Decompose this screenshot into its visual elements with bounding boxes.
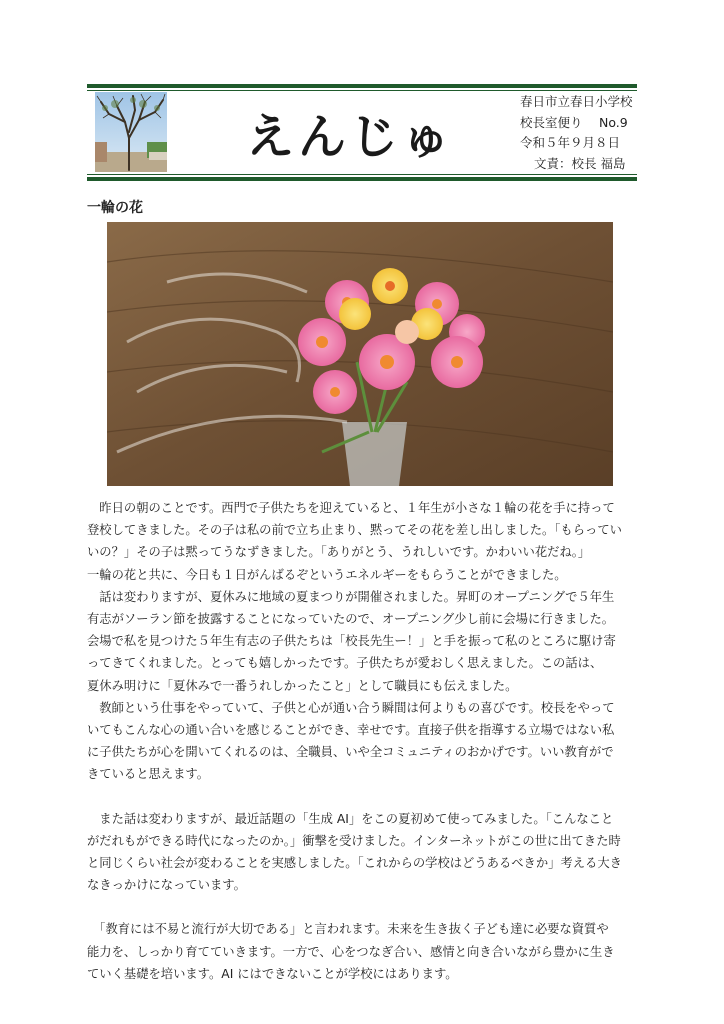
text-line: 会場で私を見つけた５年生有志の子供たちは「校長先生ー！」と手を振って私のところに駆け寄	[87, 634, 616, 649]
article-body	[87, 497, 647, 985]
text-line: ってきてくれました。とっても嬉しかったです。子供たちが愛おしく思えました。この話は、	[87, 656, 603, 671]
text-line: に子供たちが心を開いてくれるのは、全職員、いや全コミュニティのおかげです。いい教育がで	[87, 745, 614, 760]
header-rule-top-thin	[87, 90, 637, 91]
header-rule-bottom-thin	[87, 174, 637, 175]
header-rule-bottom	[87, 177, 637, 181]
text-line: 有志がソーラン節を披露することになっていたので、オープニング少し前に会場に行きました。	[87, 612, 615, 627]
text-line: 一輪の花と共に、今日も１日がんばるぞというエネルギーをもらうことができました。	[87, 567, 567, 582]
text-line: いの？」その子は黙ってうなずきました。「ありがとう、うれしいです。かわいい花だね。」	[87, 545, 591, 560]
text-line: なきっかけになっています。	[87, 878, 246, 893]
paragraph-gap	[87, 786, 647, 808]
issue-date: 令和５年９月８日	[520, 135, 621, 150]
author-credit: 文責：校長 福島	[534, 155, 626, 171]
newsletter-meta	[520, 92, 645, 174]
school-name: 春日市立春日小学校	[520, 94, 633, 109]
newsletter-masthead: えんじゅ	[245, 109, 454, 165]
header-rule-top	[87, 84, 637, 88]
text-line: 昨日の朝のことです。西門で子供たちを迎えていると、１年生が小さな１輪の花を手に持って	[87, 501, 615, 515]
paragraph-gap	[87, 896, 647, 918]
flower-photo	[107, 222, 613, 486]
text-line: きていると思えます。	[87, 767, 209, 782]
text-line: 「教育には不易と流行が大切である」と言われます。未来を生き抜く子ども達に必要な資質や	[87, 922, 609, 937]
text-line: がだれもができる時代になったのか。」衝撃を受けました。インターネットがこの世に出てきた時	[87, 833, 621, 848]
text-line: ていく基礎を培います。AI にはできないことが学校にはあります。	[87, 966, 458, 981]
text-line: と同じくらい社会が変わることを実感しました。「これからの学校はどうあるべきか」考える大き	[87, 856, 622, 871]
section-title: 一輪の花	[87, 200, 143, 216]
text-line: 登校してきました。その子は私の前で立ち止まり、黙ってその花を差し出しました。「もらってい	[87, 523, 622, 538]
school-tree-photo	[95, 92, 167, 172]
text-line: 夏休み明けに「夏休みで一番うれしかったこと」として職員にも伝えました。	[87, 678, 518, 693]
text-line: また話は変わりますが、最近話題の「生成 AI」をこの夏初めて使ってみました。「こんなこと	[87, 811, 614, 826]
text-line: いてもこんな心の通い合いを感じることができ、幸せです。直接子供を指導する立場ではない私	[87, 723, 615, 738]
text-line: 能力を、しっかり育てていきます。一方で、心をつなぎ合い、感情と向き合いながら豊かに生き	[87, 944, 615, 959]
text-line: 教師という仕事をやっていて、子供と心が通い合う瞬間は何よりもの喜びです。校長をやって	[87, 700, 615, 715]
issue-number: 校長室便り No.9	[520, 114, 628, 130]
text-line: 話は変わりますが、夏休みに地域の夏まつりが開催されました。昇町のオープニングで５年生	[87, 589, 615, 604]
